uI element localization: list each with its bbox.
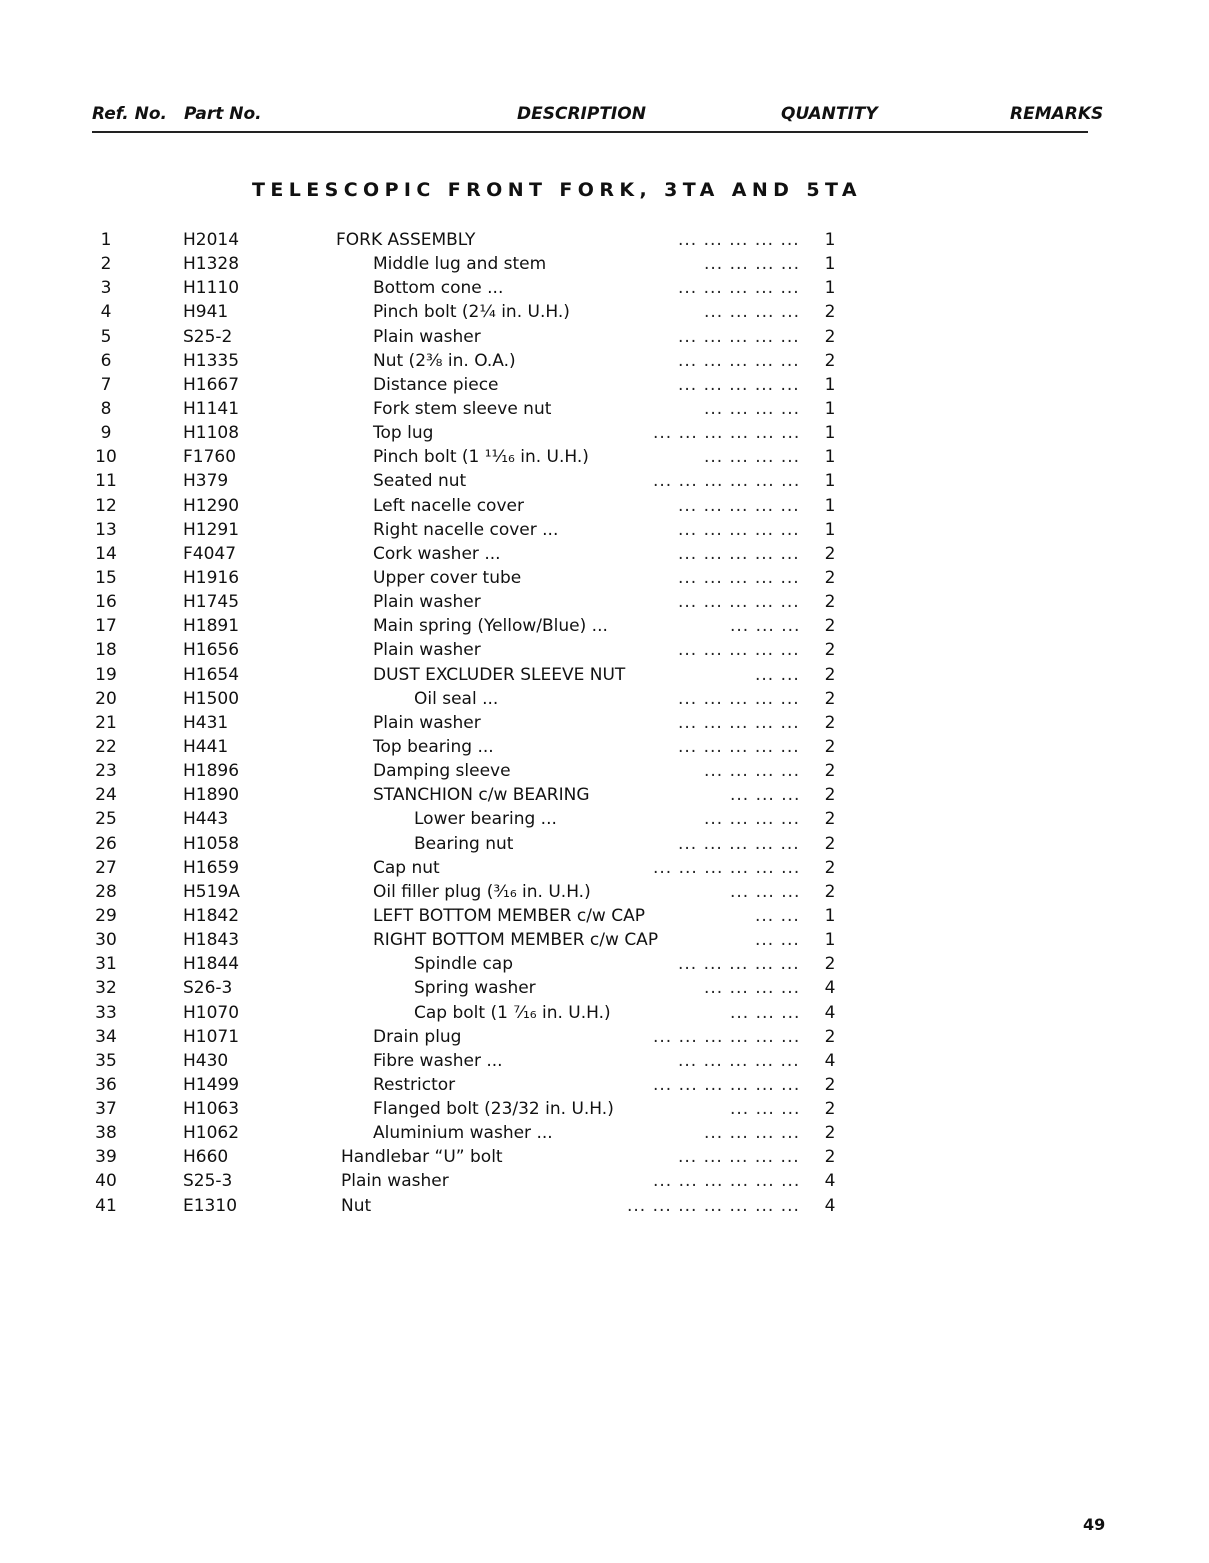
description-cell: Pinch bolt (2¼ in. U.H.) bbox=[373, 302, 570, 323]
quantity-cell: 2 bbox=[824, 688, 836, 709]
description-cell: Fibre washer ... bbox=[373, 1050, 503, 1071]
table-row bbox=[0, 1121, 1209, 1145]
table-row bbox=[0, 783, 1209, 807]
table-row bbox=[0, 325, 1209, 349]
column-header-part-no: Part No. bbox=[184, 104, 262, 124]
description-cell: Pinch bolt (1 ¹¹⁄₁₆ in. U.H.) bbox=[373, 447, 589, 468]
description-cell: STANCHION c/w BEARING bbox=[373, 785, 590, 806]
part-no-cell: H1499 bbox=[183, 1074, 240, 1095]
part-no-cell: E1310 bbox=[183, 1195, 238, 1216]
column-header-ref-no: Ref. No. bbox=[92, 104, 167, 124]
ref-no-cell: 28 bbox=[95, 881, 117, 902]
quantity-cell: 2 bbox=[824, 857, 836, 878]
description-cell: Cork washer ... bbox=[373, 543, 501, 564]
ref-no-cell: 9 bbox=[100, 423, 112, 444]
description-cell: Fork stem sleeve nut bbox=[373, 398, 552, 419]
quantity-cell: 1 bbox=[824, 230, 836, 250]
leader-dots: ... ... ... ... ... ... bbox=[653, 471, 801, 492]
description-cell: Distance piece bbox=[373, 374, 499, 395]
ref-no-cell: 2 bbox=[100, 254, 112, 275]
leader-dots: ... ... ... ... bbox=[704, 978, 801, 999]
ref-no-cell: 34 bbox=[95, 1026, 117, 1047]
part-no-cell: H519A bbox=[183, 881, 240, 902]
quantity-cell: 2 bbox=[824, 616, 836, 637]
table-row bbox=[0, 928, 1209, 952]
ref-no-cell: 4 bbox=[100, 302, 112, 323]
quantity-cell: 2 bbox=[824, 833, 836, 854]
part-no-cell: H1110 bbox=[183, 278, 240, 299]
description-cell: Plain washer bbox=[341, 1171, 449, 1192]
ref-no-cell: 15 bbox=[95, 567, 117, 588]
description-cell: FORK ASSEMBLY bbox=[336, 230, 476, 250]
ref-no-cell: 6 bbox=[100, 350, 112, 371]
part-no-cell: H1659 bbox=[183, 857, 240, 878]
part-no-cell: H430 bbox=[183, 1050, 229, 1071]
part-no-cell: S25-3 bbox=[183, 1171, 233, 1192]
description-cell: Oil seal ... bbox=[414, 688, 499, 709]
table-row bbox=[0, 518, 1209, 542]
part-no-cell: H1500 bbox=[183, 688, 240, 709]
part-no-cell: H1141 bbox=[183, 398, 240, 419]
description-cell: Restrictor bbox=[373, 1074, 456, 1095]
quantity-cell: 2 bbox=[824, 302, 836, 323]
part-no-cell: H1656 bbox=[183, 640, 240, 661]
part-no-cell: F1760 bbox=[183, 447, 237, 468]
quantity-cell: 2 bbox=[824, 1123, 836, 1144]
leader-dots: ... ... ... ... ... ... ... bbox=[627, 1195, 800, 1216]
ref-no-cell: 13 bbox=[95, 519, 117, 540]
description-cell: Nut (2⅜ in. O.A.) bbox=[373, 350, 516, 371]
ref-no-cell: 41 bbox=[95, 1195, 117, 1216]
leader-dots: ... ... ... bbox=[730, 1002, 801, 1023]
table-row bbox=[0, 735, 1209, 759]
quantity-cell: 2 bbox=[824, 567, 836, 588]
table-row bbox=[0, 469, 1209, 493]
quantity-cell: 2 bbox=[824, 1074, 836, 1095]
ref-no-cell: 30 bbox=[95, 930, 117, 951]
ref-no-cell: 22 bbox=[95, 736, 117, 757]
part-no-cell: H1335 bbox=[183, 350, 240, 371]
leader-dots: ... ... bbox=[755, 905, 800, 926]
description-cell: Right nacelle cover ... bbox=[373, 519, 559, 540]
description-cell: Spindle cap bbox=[414, 954, 514, 975]
description-cell: Plain washer bbox=[373, 592, 481, 613]
section-title: TELESCOPIC FRONT FORK, 3TA AND 5TA bbox=[252, 179, 862, 201]
quantity-cell: 1 bbox=[824, 254, 836, 275]
leader-dots: ... ... ... bbox=[730, 1099, 801, 1120]
table-row bbox=[0, 1169, 1209, 1193]
part-no-cell: H1062 bbox=[183, 1123, 240, 1144]
quantity-cell: 2 bbox=[824, 664, 836, 685]
part-no-cell: H443 bbox=[183, 809, 229, 830]
quantity-cell: 2 bbox=[824, 1099, 836, 1120]
table-row bbox=[0, 614, 1209, 638]
table-row bbox=[0, 687, 1209, 711]
part-no-cell: H660 bbox=[183, 1147, 229, 1168]
leader-dots: ... ... ... ... ... bbox=[678, 736, 800, 757]
ref-no-cell: 31 bbox=[95, 954, 117, 975]
part-no-cell: H1896 bbox=[183, 761, 240, 782]
leader-dots: ... ... ... ... ... ... bbox=[653, 1026, 801, 1047]
part-no-cell: H1071 bbox=[183, 1026, 240, 1047]
ref-no-cell: 17 bbox=[95, 616, 117, 637]
quantity-cell: 1 bbox=[824, 519, 836, 540]
leader-dots: ... ... ... ... bbox=[704, 447, 801, 468]
leader-dots: ... ... ... ... bbox=[704, 254, 801, 275]
leader-dots: ... ... ... ... ... ... bbox=[653, 857, 801, 878]
leader-dots: ... ... ... ... ... bbox=[678, 326, 800, 347]
quantity-cell: 1 bbox=[824, 471, 836, 492]
table-row bbox=[0, 759, 1209, 783]
quantity-cell: 2 bbox=[824, 761, 836, 782]
table-row bbox=[0, 1049, 1209, 1073]
leader-dots: ... ... ... ... ... bbox=[678, 640, 800, 661]
description-cell: Middle lug and stem bbox=[373, 254, 547, 275]
table-row bbox=[0, 276, 1209, 300]
description-cell: Main spring (Yellow/Blue) ... bbox=[373, 616, 608, 637]
ref-no-cell: 36 bbox=[95, 1074, 117, 1095]
part-no-cell: H379 bbox=[183, 471, 229, 492]
description-cell: Flanged bolt (23/32 in. U.H.) bbox=[373, 1099, 614, 1120]
ref-no-cell: 1 bbox=[100, 230, 112, 250]
ref-no-cell: 5 bbox=[100, 326, 112, 347]
leader-dots: ... ... ... ... ... bbox=[678, 374, 800, 395]
ref-no-cell: 24 bbox=[95, 785, 117, 806]
part-no-cell: S25-2 bbox=[183, 326, 233, 347]
quantity-cell: 2 bbox=[824, 1026, 836, 1047]
part-no-cell: H1108 bbox=[183, 423, 240, 444]
table-row bbox=[0, 397, 1209, 421]
ref-no-cell: 12 bbox=[95, 495, 117, 516]
table-row bbox=[0, 566, 1209, 590]
part-no-cell: H1916 bbox=[183, 567, 240, 588]
leader-dots: ... ... bbox=[755, 664, 800, 685]
part-no-cell: H1842 bbox=[183, 905, 240, 926]
description-cell: Bottom cone ... bbox=[373, 278, 504, 299]
table-row bbox=[0, 880, 1209, 904]
quantity-cell: 1 bbox=[824, 278, 836, 299]
leader-dots: ... ... ... ... ... ... bbox=[653, 423, 801, 444]
table-row bbox=[0, 1025, 1209, 1049]
description-cell: RIGHT BOTTOM MEMBER c/w CAP bbox=[373, 930, 659, 951]
ref-no-cell: 39 bbox=[95, 1147, 117, 1168]
part-no-cell: H1891 bbox=[183, 616, 240, 637]
leader-dots: ... ... ... bbox=[730, 616, 801, 637]
table-row bbox=[0, 952, 1209, 976]
leader-dots: ... ... ... ... ... bbox=[678, 495, 800, 516]
table-row bbox=[0, 976, 1209, 1000]
leader-dots: ... ... ... ... ... bbox=[678, 688, 800, 709]
leader-dots: ... ... bbox=[755, 930, 800, 951]
table-row bbox=[0, 228, 1209, 252]
ref-no-cell: 3 bbox=[100, 278, 112, 299]
table-row bbox=[0, 494, 1209, 518]
description-cell: Nut bbox=[341, 1195, 372, 1216]
table-row bbox=[0, 832, 1209, 856]
ref-no-cell: 35 bbox=[95, 1050, 117, 1071]
ref-no-cell: 8 bbox=[100, 398, 112, 419]
quantity-cell: 2 bbox=[824, 592, 836, 613]
quantity-cell: 2 bbox=[824, 785, 836, 806]
leader-dots: ... ... ... ... ... bbox=[678, 1147, 800, 1168]
description-cell: Spring washer bbox=[414, 978, 536, 999]
description-cell: Cap bolt (1 ⁷⁄₁₆ in. U.H.) bbox=[414, 1002, 611, 1023]
quantity-cell: 4 bbox=[824, 1195, 836, 1216]
leader-dots: ... ... ... ... bbox=[704, 809, 801, 830]
ref-no-cell: 33 bbox=[95, 1002, 117, 1023]
part-no-cell: H1667 bbox=[183, 374, 240, 395]
ref-no-cell: 21 bbox=[95, 712, 117, 733]
table-row bbox=[0, 542, 1209, 566]
quantity-cell: 1 bbox=[824, 447, 836, 468]
ref-no-cell: 23 bbox=[95, 761, 117, 782]
quantity-cell: 1 bbox=[824, 495, 836, 516]
table-row bbox=[0, 1097, 1209, 1121]
table-row bbox=[0, 445, 1209, 469]
part-no-cell: H1063 bbox=[183, 1099, 240, 1120]
ref-no-cell: 11 bbox=[95, 471, 117, 492]
leader-dots: ... ... ... ... bbox=[704, 1123, 801, 1144]
table-row bbox=[0, 663, 1209, 687]
table-row bbox=[0, 300, 1209, 324]
table-row bbox=[0, 807, 1209, 831]
leader-dots: ... ... ... ... bbox=[704, 302, 801, 323]
description-cell: Seated nut bbox=[373, 471, 467, 492]
quantity-cell: 2 bbox=[824, 736, 836, 757]
column-header-remarks: REMARKS bbox=[1010, 104, 1104, 124]
part-no-cell: S26-3 bbox=[183, 978, 233, 999]
description-cell: Top lug bbox=[373, 423, 434, 444]
leader-dots: ... ... ... ... ... bbox=[678, 278, 800, 299]
ref-no-cell: 16 bbox=[95, 592, 117, 613]
quantity-cell: 2 bbox=[824, 1147, 836, 1168]
column-header-quantity: QUANTITY bbox=[781, 104, 878, 124]
description-cell: LEFT BOTTOM MEMBER c/w CAP bbox=[373, 905, 645, 926]
table-row bbox=[0, 252, 1209, 276]
leader-dots: ... ... ... bbox=[730, 881, 801, 902]
part-no-cell: H1070 bbox=[183, 1002, 240, 1023]
table-row bbox=[0, 638, 1209, 662]
table-row bbox=[0, 856, 1209, 880]
leader-dots: ... ... ... ... bbox=[704, 398, 801, 419]
leader-dots: ... ... ... ... ... bbox=[678, 543, 800, 564]
description-cell: DUST EXCLUDER SLEEVE NUT bbox=[373, 664, 626, 685]
quantity-cell: 2 bbox=[824, 640, 836, 661]
description-cell: Handlebar “U” bolt bbox=[341, 1147, 503, 1168]
ref-no-cell: 27 bbox=[95, 857, 117, 878]
ref-no-cell: 40 bbox=[95, 1171, 117, 1192]
part-no-cell: H1290 bbox=[183, 495, 240, 516]
table-row bbox=[0, 373, 1209, 397]
part-no-cell: H441 bbox=[183, 736, 229, 757]
ref-no-cell: 20 bbox=[95, 688, 117, 709]
description-cell: Left nacelle cover bbox=[373, 495, 524, 516]
header-rule bbox=[92, 131, 1088, 133]
leader-dots: ... ... ... ... ... ... bbox=[653, 1074, 801, 1095]
parts-table bbox=[0, 228, 1209, 1218]
part-no-cell: H1654 bbox=[183, 664, 240, 685]
ref-no-cell: 38 bbox=[95, 1123, 117, 1144]
part-no-cell: H1745 bbox=[183, 592, 240, 613]
leader-dots: ... ... ... ... ... bbox=[678, 350, 800, 371]
part-no-cell: H1291 bbox=[183, 519, 240, 540]
table-row bbox=[0, 904, 1209, 928]
part-no-cell: H1058 bbox=[183, 833, 240, 854]
leader-dots: ... ... ... ... ... bbox=[678, 230, 800, 250]
quantity-cell: 4 bbox=[824, 978, 836, 999]
quantity-cell: 2 bbox=[824, 712, 836, 733]
quantity-cell: 1 bbox=[824, 374, 836, 395]
page-number: 49 bbox=[1083, 1515, 1106, 1534]
description-cell: Cap nut bbox=[373, 857, 440, 878]
ref-no-cell: 25 bbox=[95, 809, 117, 830]
description-cell: Drain plug bbox=[373, 1026, 462, 1047]
quantity-cell: 2 bbox=[824, 543, 836, 564]
table-row bbox=[0, 421, 1209, 445]
part-no-cell: H1328 bbox=[183, 254, 240, 275]
leader-dots: ... ... ... ... ... bbox=[678, 592, 800, 613]
description-cell: Plain washer bbox=[373, 640, 481, 661]
leader-dots: ... ... ... ... ... bbox=[678, 712, 800, 733]
column-header-description: DESCRIPTION bbox=[517, 104, 646, 124]
description-cell: Aluminium washer ... bbox=[373, 1123, 553, 1144]
leader-dots: ... ... ... ... ... bbox=[678, 519, 800, 540]
description-cell: Top bearing ... bbox=[373, 736, 494, 757]
quantity-cell: 2 bbox=[824, 326, 836, 347]
ref-no-cell: 37 bbox=[95, 1099, 117, 1120]
table-row bbox=[0, 1194, 1209, 1218]
description-cell: Bearing nut bbox=[414, 833, 514, 854]
description-cell: Lower bearing ... bbox=[414, 809, 557, 830]
leader-dots: ... ... ... ... bbox=[704, 761, 801, 782]
ref-no-cell: 18 bbox=[95, 640, 117, 661]
leader-dots: ... ... ... ... ... bbox=[678, 1050, 800, 1071]
quantity-cell: 2 bbox=[824, 881, 836, 902]
quantity-cell: 1 bbox=[824, 423, 836, 444]
leader-dots: ... ... ... ... ... ... bbox=[653, 1171, 801, 1192]
description-cell: Plain washer bbox=[373, 712, 481, 733]
quantity-cell: 1 bbox=[824, 930, 836, 951]
ref-no-cell: 26 bbox=[95, 833, 117, 854]
description-cell: Upper cover tube bbox=[373, 567, 522, 588]
ref-no-cell: 14 bbox=[95, 543, 117, 564]
table-row bbox=[0, 349, 1209, 373]
part-no-cell: F4047 bbox=[183, 543, 237, 564]
part-no-cell: H2014 bbox=[183, 230, 240, 250]
ref-no-cell: 19 bbox=[95, 664, 117, 685]
table-row bbox=[0, 590, 1209, 614]
table-row bbox=[0, 1073, 1209, 1097]
description-cell: Oil filler plug (³⁄₁₆ in. U.H.) bbox=[373, 881, 591, 902]
leader-dots: ... ... ... ... ... bbox=[678, 954, 800, 975]
part-no-cell: H1890 bbox=[183, 785, 240, 806]
leader-dots: ... ... ... ... ... bbox=[678, 833, 800, 854]
table-row bbox=[0, 711, 1209, 735]
description-cell: Damping sleeve bbox=[373, 761, 511, 782]
quantity-cell: 1 bbox=[824, 905, 836, 926]
part-no-cell: H941 bbox=[183, 302, 229, 323]
quantity-cell: 4 bbox=[824, 1171, 836, 1192]
ref-no-cell: 32 bbox=[95, 978, 117, 999]
quantity-cell: 2 bbox=[824, 809, 836, 830]
leader-dots: ... ... ... ... ... bbox=[678, 567, 800, 588]
quantity-cell: 2 bbox=[824, 954, 836, 975]
ref-no-cell: 7 bbox=[100, 374, 112, 395]
ref-no-cell: 29 bbox=[95, 905, 117, 926]
part-no-cell: H1844 bbox=[183, 954, 240, 975]
quantity-cell: 4 bbox=[824, 1002, 836, 1023]
table-row bbox=[0, 1001, 1209, 1025]
leader-dots: ... ... ... bbox=[730, 785, 801, 806]
quantity-cell: 2 bbox=[824, 350, 836, 371]
quantity-cell: 1 bbox=[824, 398, 836, 419]
part-no-cell: H1843 bbox=[183, 930, 240, 951]
ref-no-cell: 10 bbox=[95, 447, 117, 468]
table-row bbox=[0, 1145, 1209, 1169]
quantity-cell: 4 bbox=[824, 1050, 836, 1071]
description-cell: Plain washer bbox=[373, 326, 481, 347]
part-no-cell: H431 bbox=[183, 712, 229, 733]
